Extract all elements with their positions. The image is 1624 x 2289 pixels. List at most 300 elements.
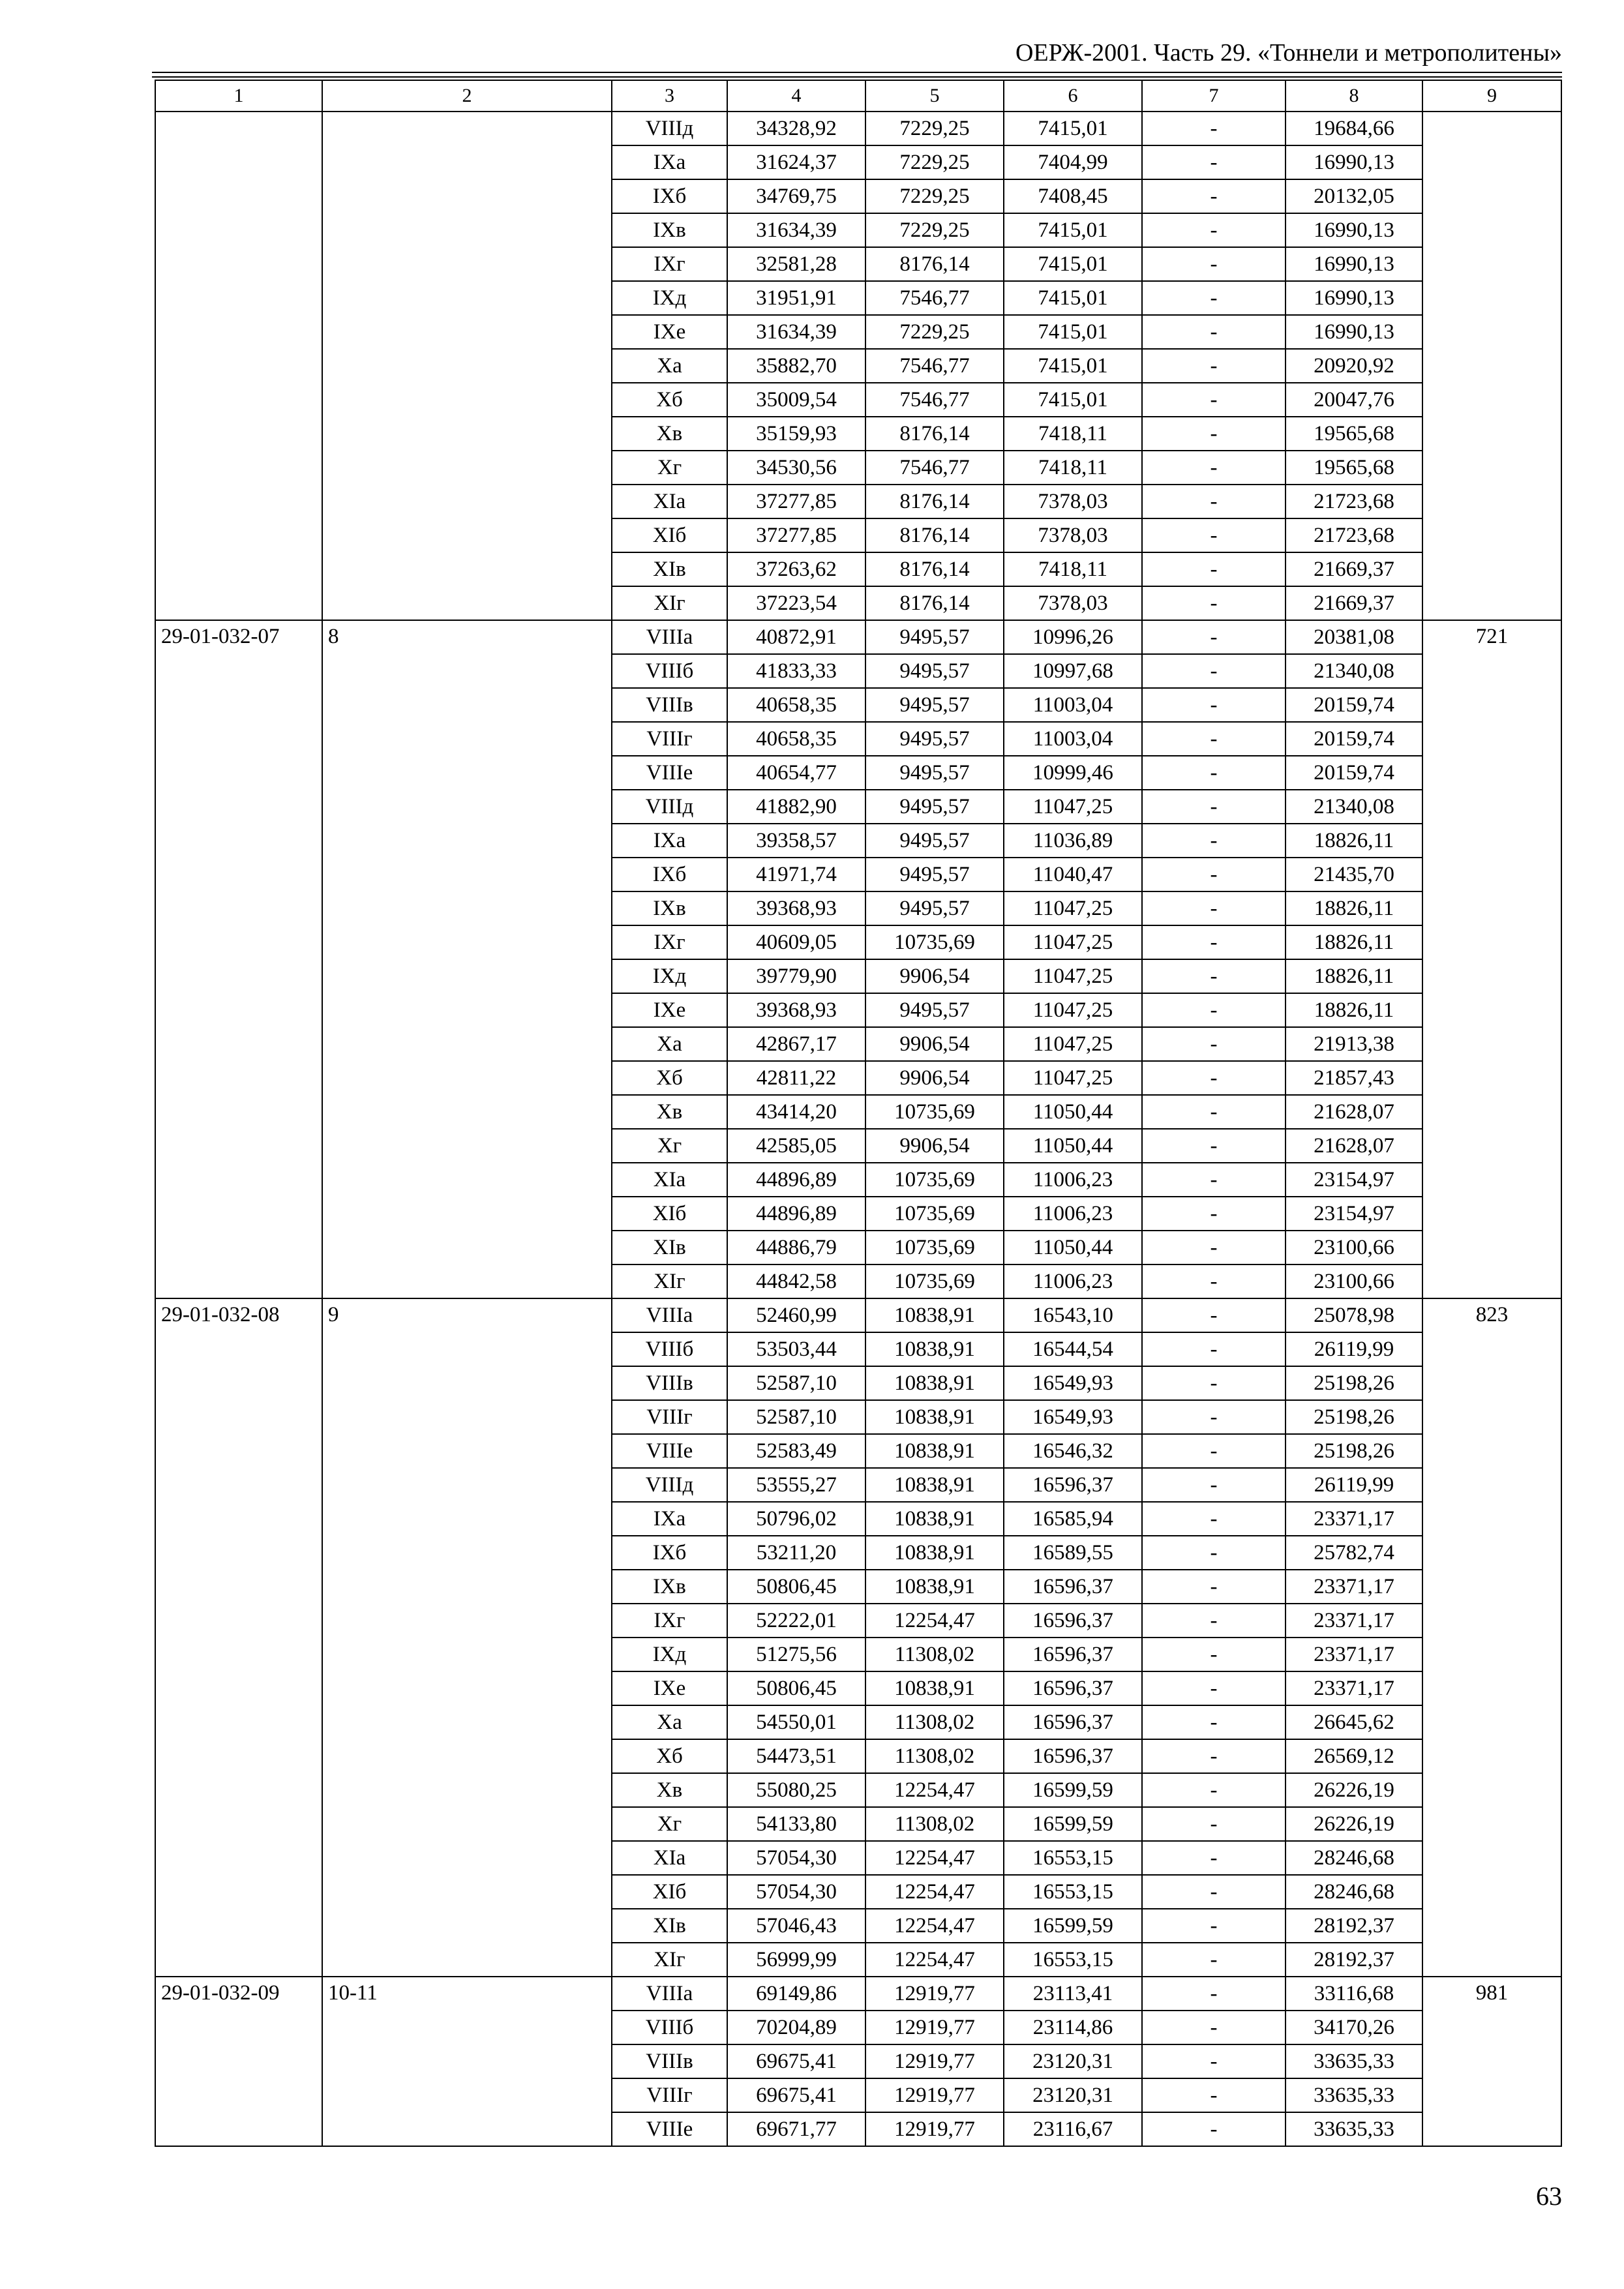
page-number: 63 (1536, 2181, 1562, 2211)
labor-cost-cell: 8176,14 (865, 485, 1004, 518)
machine-cost-cell: 7418,11 (1004, 417, 1142, 451)
labor-cost-cell: 10838,91 (865, 1400, 1004, 1434)
materials-cost-cell: 33635,33 (1286, 2078, 1422, 2112)
driver-wage-cell: - (1142, 959, 1286, 993)
materials-cost-cell: 21857,43 (1286, 1061, 1422, 1095)
driver-wage-cell: - (1142, 824, 1286, 858)
labor-cost-cell: 8176,14 (865, 518, 1004, 552)
machine-cost-cell: 11050,44 (1004, 1231, 1142, 1264)
driver-wage-cell: - (1142, 1400, 1286, 1434)
rates-table (155, 80, 1562, 2147)
machine-cost-cell: 7415,01 (1004, 315, 1142, 349)
driver-wage-cell: - (1142, 213, 1286, 247)
machine-cost-cell: 7408,45 (1004, 179, 1142, 213)
materials-cost-cell: 26226,19 (1286, 1773, 1422, 1807)
table-row (155, 1977, 1561, 2011)
machine-cost-cell: 11047,25 (1004, 959, 1142, 993)
labor-cost-cell: 7229,25 (865, 112, 1004, 145)
labor-cost-cell: 9495,57 (865, 824, 1004, 858)
total-cost-cell: 35159,93 (727, 417, 865, 451)
grade-cell: VIIIг (612, 1400, 727, 1434)
materials-cost-cell: 25198,26 (1286, 1366, 1422, 1400)
driver-wage-cell: - (1142, 1570, 1286, 1604)
materials-cost-cell: 23371,17 (1286, 1502, 1422, 1536)
labor-cost-cell: 10735,69 (865, 1163, 1004, 1197)
total-cost-cell: 70204,89 (727, 2011, 865, 2044)
materials-cost-cell: 33635,33 (1286, 2044, 1422, 2078)
labor-cost-cell: 8176,14 (865, 417, 1004, 451)
grade-cell: XIб (612, 1875, 727, 1909)
machine-cost-cell: 16544,54 (1004, 1332, 1142, 1366)
grade-cell: VIIIв (612, 2044, 727, 2078)
grade-cell: XIг (612, 1943, 727, 1977)
labor-cost-cell: 7229,25 (865, 145, 1004, 179)
machine-cost-cell: 16596,37 (1004, 1739, 1142, 1773)
machine-cost-cell: 7418,11 (1004, 451, 1142, 485)
machine-cost-cell: 16596,37 (1004, 1638, 1142, 1671)
machine-cost-cell: 7415,01 (1004, 383, 1142, 417)
driver-wage-cell: - (1142, 349, 1286, 383)
grade-cell: VIIIд (612, 1468, 727, 1502)
materials-cost-cell: 23154,97 (1286, 1197, 1422, 1231)
grade-cell: Xв (612, 417, 727, 451)
driver-wage-cell: - (1142, 1773, 1286, 1807)
materials-cost-cell: 26645,62 (1286, 1705, 1422, 1739)
total-cost-cell: 52222,01 (727, 1604, 865, 1638)
labor-cost-cell: 9495,57 (865, 620, 1004, 654)
column-2-cell (322, 112, 612, 620)
materials-cost-cell: 20047,76 (1286, 383, 1422, 417)
total-cost-cell: 55080,25 (727, 1773, 865, 1807)
machine-cost-cell: 16543,10 (1004, 1298, 1142, 1332)
total-cost-cell: 69675,41 (727, 2078, 865, 2112)
labor-cost-cell: 9906,54 (865, 1061, 1004, 1095)
driver-wage-cell: - (1142, 145, 1286, 179)
grade-cell: Xа (612, 1027, 727, 1061)
grade-cell: Xб (612, 383, 727, 417)
driver-wage-cell: - (1142, 790, 1286, 824)
labor-cost-cell: 11308,02 (865, 1638, 1004, 1671)
machine-cost-cell: 16585,94 (1004, 1502, 1142, 1536)
grade-cell: VIIIг (612, 722, 727, 756)
grade-cell: IXд (612, 959, 727, 993)
machine-cost-cell: 11047,25 (1004, 1061, 1142, 1095)
table-row (155, 112, 1561, 145)
total-cost-cell: 37277,85 (727, 518, 865, 552)
machine-cost-cell: 11047,25 (1004, 1027, 1142, 1061)
labor-cost-cell: 11308,02 (865, 1739, 1004, 1773)
materials-cost-cell: 33635,33 (1286, 2112, 1422, 2146)
machine-cost-cell: 16553,15 (1004, 1875, 1142, 1909)
machine-cost-cell: 11047,25 (1004, 891, 1142, 925)
driver-wage-cell: - (1142, 112, 1286, 145)
grade-cell: VIIIа (612, 620, 727, 654)
materials-cost-cell: 20132,05 (1286, 179, 1422, 213)
total-cost-cell: 52587,10 (727, 1366, 865, 1400)
total-cost-cell: 39368,93 (727, 891, 865, 925)
column-number: 7 (1142, 80, 1286, 112)
labor-cost-cell: 12254,47 (865, 1875, 1004, 1909)
grade-cell: XIв (612, 552, 727, 586)
grade-cell: VIIIа (612, 1977, 727, 2011)
total-cost-cell: 52587,10 (727, 1400, 865, 1434)
column-number: 2 (322, 80, 612, 112)
machine-cost-cell: 16549,93 (1004, 1400, 1142, 1434)
machine-cost-cell: 11050,44 (1004, 1095, 1142, 1129)
grade-cell: Xв (612, 1773, 727, 1807)
driver-wage-cell: - (1142, 1604, 1286, 1638)
machine-cost-cell: 7378,03 (1004, 586, 1142, 620)
labor-cost-cell: 9495,57 (865, 993, 1004, 1027)
materials-cost-cell: 20159,74 (1286, 756, 1422, 790)
column-2-cell: 10-11 (322, 1977, 612, 2146)
labor-cost-cell: 12919,77 (865, 2011, 1004, 2044)
materials-cost-cell: 21669,37 (1286, 586, 1422, 620)
driver-wage-cell: - (1142, 1638, 1286, 1671)
materials-cost-cell: 23100,66 (1286, 1231, 1422, 1264)
total-cost-cell: 37277,85 (727, 485, 865, 518)
total-cost-cell: 41971,74 (727, 858, 865, 891)
machine-cost-cell: 10996,26 (1004, 620, 1142, 654)
column-number: 5 (865, 80, 1004, 112)
grade-cell: XIв (612, 1909, 727, 1943)
labor-cost-cell: 10838,91 (865, 1671, 1004, 1705)
labor-cost-cell: 9495,57 (865, 722, 1004, 756)
total-cost-cell: 51275,56 (727, 1638, 865, 1671)
grade-cell: IXд (612, 1638, 727, 1671)
total-cost-cell: 50806,45 (727, 1671, 865, 1705)
total-cost-cell: 69675,41 (727, 2044, 865, 2078)
grade-cell: IXе (612, 993, 727, 1027)
labor-cost-cell: 9495,57 (865, 654, 1004, 688)
machine-cost-cell: 16596,37 (1004, 1604, 1142, 1638)
driver-wage-cell: - (1142, 1129, 1286, 1163)
driver-wage-cell: - (1142, 2044, 1286, 2078)
labor-cost-cell: 10735,69 (865, 925, 1004, 959)
labor-cost-cell: 10838,91 (865, 1536, 1004, 1570)
machine-cost-cell: 7415,01 (1004, 247, 1142, 281)
grade-cell: IXв (612, 1570, 727, 1604)
materials-cost-cell: 23371,17 (1286, 1570, 1422, 1604)
machine-cost-cell: 7415,01 (1004, 281, 1142, 315)
total-cost-cell: 39779,90 (727, 959, 865, 993)
labor-cost-cell: 10838,91 (865, 1332, 1004, 1366)
machine-cost-cell: 11006,23 (1004, 1163, 1142, 1197)
total-cost-cell: 31634,39 (727, 213, 865, 247)
total-cost-cell: 31624,37 (727, 145, 865, 179)
labor-cost-cell: 9495,57 (865, 858, 1004, 891)
page-header-title: ОЕРЖ-2001. Часть 29. «Тоннели и метрополитены» (1015, 39, 1562, 67)
machine-cost-cell: 7415,01 (1004, 349, 1142, 383)
total-cost-cell: 35882,70 (727, 349, 865, 383)
total-cost-cell: 69671,77 (727, 2112, 865, 2146)
machine-cost-cell: 16546,32 (1004, 1434, 1142, 1468)
total-cost-cell: 53555,27 (727, 1468, 865, 1502)
driver-wage-cell: - (1142, 858, 1286, 891)
total-cost-cell: 42585,05 (727, 1129, 865, 1163)
materials-cost-cell: 21723,68 (1286, 518, 1422, 552)
driver-wage-cell: - (1142, 1197, 1286, 1231)
materials-cost-cell: 21723,68 (1286, 485, 1422, 518)
materials-cost-cell: 16990,13 (1286, 315, 1422, 349)
materials-cost-cell: 21340,08 (1286, 790, 1422, 824)
labor-cost-cell: 8176,14 (865, 552, 1004, 586)
total-cost-cell: 40658,35 (727, 688, 865, 722)
machine-cost-cell: 16589,55 (1004, 1536, 1142, 1570)
labor-cost-cell: 11308,02 (865, 1705, 1004, 1739)
driver-wage-cell: - (1142, 451, 1286, 485)
machine-cost-cell: 23114,86 (1004, 2011, 1142, 2044)
driver-wage-cell: - (1142, 1705, 1286, 1739)
column-number-row (155, 80, 1561, 112)
labor-cost-cell: 7229,25 (865, 213, 1004, 247)
driver-wage-cell: - (1142, 1163, 1286, 1197)
labor-cost-cell: 7229,25 (865, 179, 1004, 213)
driver-wage-cell: - (1142, 485, 1286, 518)
materials-cost-cell: 20381,08 (1286, 620, 1422, 654)
driver-wage-cell: - (1142, 417, 1286, 451)
labor-cost-cell: 10838,91 (865, 1502, 1004, 1536)
materials-cost-cell: 18826,11 (1286, 824, 1422, 858)
grade-cell: Xб (612, 1061, 727, 1095)
materials-cost-cell: 16990,13 (1286, 247, 1422, 281)
materials-cost-cell: 25078,98 (1286, 1298, 1422, 1332)
materials-cost-cell: 26226,19 (1286, 1807, 1422, 1841)
materials-cost-cell: 34170,26 (1286, 2011, 1422, 2044)
machine-cost-cell: 11047,25 (1004, 790, 1142, 824)
grade-cell: XIб (612, 518, 727, 552)
grade-cell: XIа (612, 1841, 727, 1875)
total-cost-cell: 41833,33 (727, 654, 865, 688)
machine-cost-cell: 16599,59 (1004, 1773, 1142, 1807)
labor-cost-cell: 9495,57 (865, 891, 1004, 925)
machine-cost-cell: 10997,68 (1004, 654, 1142, 688)
total-cost-cell: 39358,57 (727, 824, 865, 858)
materials-cost-cell: 25782,74 (1286, 1536, 1422, 1570)
total-cost-cell: 32581,28 (727, 247, 865, 281)
total-cost-cell: 31634,39 (727, 315, 865, 349)
driver-wage-cell: - (1142, 586, 1286, 620)
machine-cost-cell: 23113,41 (1004, 1977, 1142, 2011)
grade-cell: Xв (612, 1095, 727, 1129)
labor-cost-cell: 7229,25 (865, 315, 1004, 349)
driver-wage-cell: - (1142, 383, 1286, 417)
total-cost-cell: 52460,99 (727, 1298, 865, 1332)
materials-cost-cell: 23371,17 (1286, 1604, 1422, 1638)
materials-cost-cell: 18826,11 (1286, 959, 1422, 993)
grade-cell: IXа (612, 824, 727, 858)
materials-cost-cell: 20920,92 (1286, 349, 1422, 383)
driver-wage-cell: - (1142, 1875, 1286, 1909)
grade-cell: IXб (612, 1536, 727, 1570)
total-cost-cell: 44896,89 (727, 1163, 865, 1197)
total-cost-cell: 34769,75 (727, 179, 865, 213)
column-number: 9 (1422, 80, 1561, 112)
grade-cell: Xа (612, 349, 727, 383)
labor-cost-cell: 9906,54 (865, 1129, 1004, 1163)
column-number: 4 (727, 80, 865, 112)
grade-cell: VIIIб (612, 1332, 727, 1366)
driver-wage-cell: - (1142, 993, 1286, 1027)
table-body (155, 80, 1561, 2146)
labor-cost-cell: 8176,14 (865, 586, 1004, 620)
grade-cell: IXб (612, 858, 727, 891)
materials-cost-cell: 23154,97 (1286, 1163, 1422, 1197)
driver-wage-cell: - (1142, 2078, 1286, 2112)
materials-cost-cell: 26569,12 (1286, 1739, 1422, 1773)
grade-cell: IXе (612, 315, 727, 349)
driver-wage-cell: - (1142, 315, 1286, 349)
machine-cost-cell: 16596,37 (1004, 1468, 1142, 1502)
materials-cost-cell: 18826,11 (1286, 925, 1422, 959)
grade-cell: IXг (612, 1604, 727, 1638)
machine-cost-cell: 11006,23 (1004, 1197, 1142, 1231)
labor-cost-cell: 10735,69 (865, 1264, 1004, 1298)
table-row (155, 1298, 1561, 1332)
machine-cost-cell: 10999,46 (1004, 756, 1142, 790)
machine-cost-cell: 11047,25 (1004, 925, 1142, 959)
materials-cost-cell: 21628,07 (1286, 1095, 1422, 1129)
materials-cost-cell: 26119,99 (1286, 1468, 1422, 1502)
total-cost-cell: 44886,79 (727, 1231, 865, 1264)
materials-cost-cell: 21340,08 (1286, 654, 1422, 688)
materials-cost-cell: 28246,68 (1286, 1875, 1422, 1909)
materials-cost-cell: 16990,13 (1286, 281, 1422, 315)
grade-cell: VIIIе (612, 756, 727, 790)
column-9-cell: 981 (1422, 1977, 1561, 2146)
machine-cost-cell: 23116,67 (1004, 2112, 1142, 2146)
total-cost-cell: 54473,51 (727, 1739, 865, 1773)
total-cost-cell: 42867,17 (727, 1027, 865, 1061)
materials-cost-cell: 25198,26 (1286, 1434, 1422, 1468)
labor-cost-cell: 10735,69 (865, 1095, 1004, 1129)
machine-cost-cell: 16553,15 (1004, 1943, 1142, 1977)
machine-cost-cell: 16549,93 (1004, 1366, 1142, 1400)
labor-cost-cell: 12254,47 (865, 1943, 1004, 1977)
driver-wage-cell: - (1142, 247, 1286, 281)
machine-cost-cell: 16599,59 (1004, 1909, 1142, 1943)
labor-cost-cell: 12254,47 (865, 1841, 1004, 1875)
machine-cost-cell: 11047,25 (1004, 993, 1142, 1027)
machine-cost-cell: 23120,31 (1004, 2078, 1142, 2112)
driver-wage-cell: - (1142, 891, 1286, 925)
labor-cost-cell: 12254,47 (865, 1773, 1004, 1807)
machine-cost-cell: 11006,23 (1004, 1264, 1142, 1298)
labor-cost-cell: 7546,77 (865, 383, 1004, 417)
labor-cost-cell: 9495,57 (865, 688, 1004, 722)
grade-cell: Xг (612, 1807, 727, 1841)
labor-cost-cell: 10735,69 (865, 1197, 1004, 1231)
materials-cost-cell: 20159,74 (1286, 722, 1422, 756)
total-cost-cell: 31951,91 (727, 281, 865, 315)
header-rule-top (152, 72, 1562, 73)
total-cost-cell: 37223,54 (727, 586, 865, 620)
driver-wage-cell: - (1142, 552, 1286, 586)
total-cost-cell: 57054,30 (727, 1841, 865, 1875)
total-cost-cell: 40872,91 (727, 620, 865, 654)
machine-cost-cell: 7415,01 (1004, 112, 1142, 145)
materials-cost-cell: 28192,37 (1286, 1909, 1422, 1943)
grade-cell: VIIIб (612, 2011, 727, 2044)
total-cost-cell: 34328,92 (727, 112, 865, 145)
machine-cost-cell: 11040,47 (1004, 858, 1142, 891)
labor-cost-cell: 11308,02 (865, 1807, 1004, 1841)
materials-cost-cell: 19684,66 (1286, 112, 1422, 145)
total-cost-cell: 40658,35 (727, 722, 865, 756)
materials-cost-cell: 16990,13 (1286, 213, 1422, 247)
driver-wage-cell: - (1142, 654, 1286, 688)
column-number: 3 (612, 80, 727, 112)
grade-cell: XIа (612, 485, 727, 518)
materials-cost-cell: 23371,17 (1286, 1638, 1422, 1671)
column-number: 8 (1286, 80, 1422, 112)
total-cost-cell: 56999,99 (727, 1943, 865, 1977)
machine-cost-cell: 23120,31 (1004, 2044, 1142, 2078)
total-cost-cell: 40609,05 (727, 925, 865, 959)
driver-wage-cell: - (1142, 620, 1286, 654)
column-number: 6 (1004, 80, 1142, 112)
total-cost-cell: 37263,62 (727, 552, 865, 586)
grade-cell: IXв (612, 891, 727, 925)
total-cost-cell: 69149,86 (727, 1977, 865, 2011)
grade-cell: XIг (612, 1264, 727, 1298)
total-cost-cell: 54550,01 (727, 1705, 865, 1739)
total-cost-cell: 52583,49 (727, 1434, 865, 1468)
rate-code-cell: 29-01-032-08 (155, 1298, 322, 1977)
column-2-cell: 9 (322, 1298, 612, 1977)
labor-cost-cell: 12254,47 (865, 1909, 1004, 1943)
labor-cost-cell: 10735,69 (865, 1231, 1004, 1264)
driver-wage-cell: - (1142, 925, 1286, 959)
driver-wage-cell: - (1142, 1502, 1286, 1536)
machine-cost-cell: 11003,04 (1004, 722, 1142, 756)
machine-cost-cell: 16596,37 (1004, 1671, 1142, 1705)
machine-cost-cell: 7378,03 (1004, 518, 1142, 552)
driver-wage-cell: - (1142, 1298, 1286, 1332)
grade-cell: IXд (612, 281, 727, 315)
total-cost-cell: 57046,43 (727, 1909, 865, 1943)
total-cost-cell: 54133,80 (727, 1807, 865, 1841)
driver-wage-cell: - (1142, 1468, 1286, 1502)
driver-wage-cell: - (1142, 1332, 1286, 1366)
driver-wage-cell: - (1142, 722, 1286, 756)
machine-cost-cell: 7415,01 (1004, 213, 1142, 247)
labor-cost-cell: 8176,14 (865, 247, 1004, 281)
total-cost-cell: 42811,22 (727, 1061, 865, 1095)
total-cost-cell: 41882,90 (727, 790, 865, 824)
grade-cell: IXв (612, 213, 727, 247)
total-cost-cell: 44896,89 (727, 1197, 865, 1231)
machine-cost-cell: 11050,44 (1004, 1129, 1142, 1163)
grade-cell: IXе (612, 1671, 727, 1705)
column-2-cell: 8 (322, 620, 612, 1298)
machine-cost-cell: 7404,99 (1004, 145, 1142, 179)
grade-cell: XIг (612, 586, 727, 620)
driver-wage-cell: - (1142, 1739, 1286, 1773)
labor-cost-cell: 12919,77 (865, 2044, 1004, 2078)
header-rule-bottom (152, 76, 1562, 78)
driver-wage-cell: - (1142, 1909, 1286, 1943)
grade-cell: VIIIе (612, 1434, 727, 1468)
materials-cost-cell: 21435,70 (1286, 858, 1422, 891)
labor-cost-cell: 10838,91 (865, 1570, 1004, 1604)
machine-cost-cell: 16596,37 (1004, 1570, 1142, 1604)
grade-cell: Xг (612, 1129, 727, 1163)
column-9-cell: 721 (1422, 620, 1561, 1298)
materials-cost-cell: 25198,26 (1286, 1400, 1422, 1434)
labor-cost-cell: 10838,91 (865, 1366, 1004, 1400)
column-9-cell (1422, 112, 1561, 620)
